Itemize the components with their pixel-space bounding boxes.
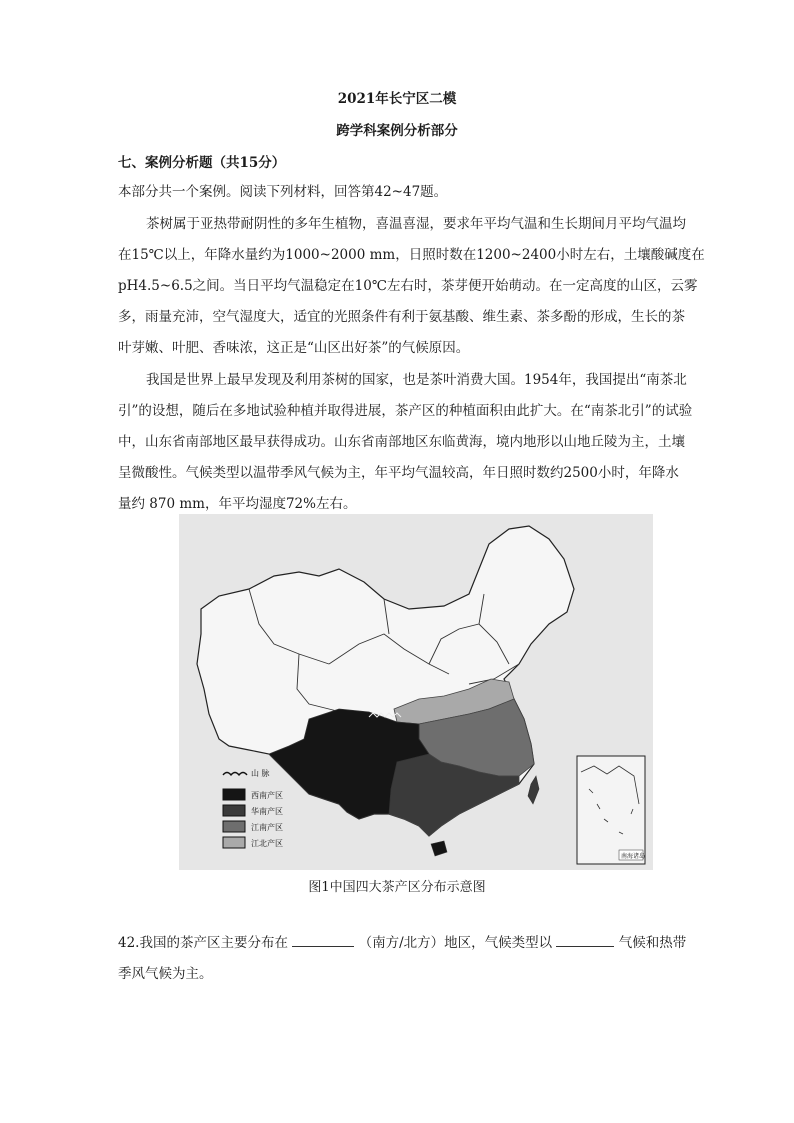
legend-label-jiangnan: 江南产区	[251, 823, 283, 832]
legend-huanan-swatch	[223, 805, 245, 816]
question-text: （南方/北方）地区，气候类型以	[358, 935, 553, 951]
south-sea-inset	[577, 756, 645, 864]
legend-xinan-swatch	[223, 789, 245, 800]
question-text: 42.我国的茶产区主要分布在	[118, 935, 288, 951]
paragraph-line: 中，山东省南部地区最早获得成功。山东省南部地区东临黄海，境内地形以山地丘陵为主，土壤	[118, 434, 685, 450]
question-text: 气候和热带	[618, 935, 687, 951]
hainan	[431, 841, 447, 856]
paragraph-line: 引”的设想，随后在多地试验种植并取得进展，茶产区的种植面积由此扩大。在“南茶北引”的试验	[118, 403, 693, 419]
question-line-2: 季风气候为主。	[118, 966, 213, 982]
paragraph-line: 我国是世界上最早发现及利用茶树的国家，也是茶叶消费大国。1954年，我国提出“南茶北	[146, 372, 687, 388]
section-intro: 本部分共一个案例。阅读下列材料，回答第42~47题。	[118, 184, 448, 200]
legend-label-huanan: 华南产区	[251, 807, 283, 816]
paragraph-line: 茶树属于亚热带耐阴性的多年生植物，喜温喜湿，要求年平均气温和生长期间月平均气温均	[146, 216, 686, 232]
section-heading: 七、案例分析题（共15分）	[118, 155, 286, 171]
legend-mountain-swatch	[223, 773, 247, 776]
legend-jiangbei-swatch	[223, 837, 245, 848]
paragraph-line: 多，雨量充沛，空气湿度大，适宜的光照条件有利于氨基酸、维生素、茶多酚的形成，生长的茶	[118, 309, 685, 325]
legend-label-jiangbei: 江北产区	[251, 839, 283, 848]
paragraph-line: 量约 870 mm，年平均湿度72%左右。	[118, 496, 357, 512]
inset-frame	[577, 756, 645, 864]
question-line-1	[118, 931, 686, 951]
taiwan	[528, 776, 539, 804]
inset-label: 南海诸岛	[621, 853, 646, 860]
paragraph-line: 在15℃以上，年降水量约为1000~2000 mm，日照时数在1200~2400小时左右，土壤酸碱度在	[118, 247, 705, 263]
paragraph-line: 叶芽嫩、叶肥、香味浓，这正是“山区出好茶”的气候原因。	[118, 340, 470, 356]
china-tea-region-map	[179, 514, 653, 870]
legend-jiangnan-swatch	[223, 821, 245, 832]
map-caption: 图1中国四大茶产区分布示意图	[308, 880, 486, 895]
map-legend	[223, 768, 283, 848]
legend-label-xinan: 西南产区	[251, 791, 283, 800]
page-subtitle: 跨学科案例分析部分	[336, 123, 458, 139]
page-title: 2021年长宁区二模	[337, 91, 457, 107]
paragraph-line: pH4.5~6.5之间。当日平均气温稳定在10℃左右时，茶芽便开始萌动。在一定高度的山区，云雾	[118, 278, 698, 294]
answer-blank-1[interactable]	[292, 934, 354, 947]
legend-label-mountain: 山 脉	[251, 769, 270, 778]
paragraph-line: 呈微酸性。气候类型以温带季风气候为主，年平均气温较高，年日照时数约2500小时，年降水	[118, 465, 679, 481]
answer-blank-2[interactable]	[556, 934, 614, 947]
map-drawing	[179, 514, 653, 870]
